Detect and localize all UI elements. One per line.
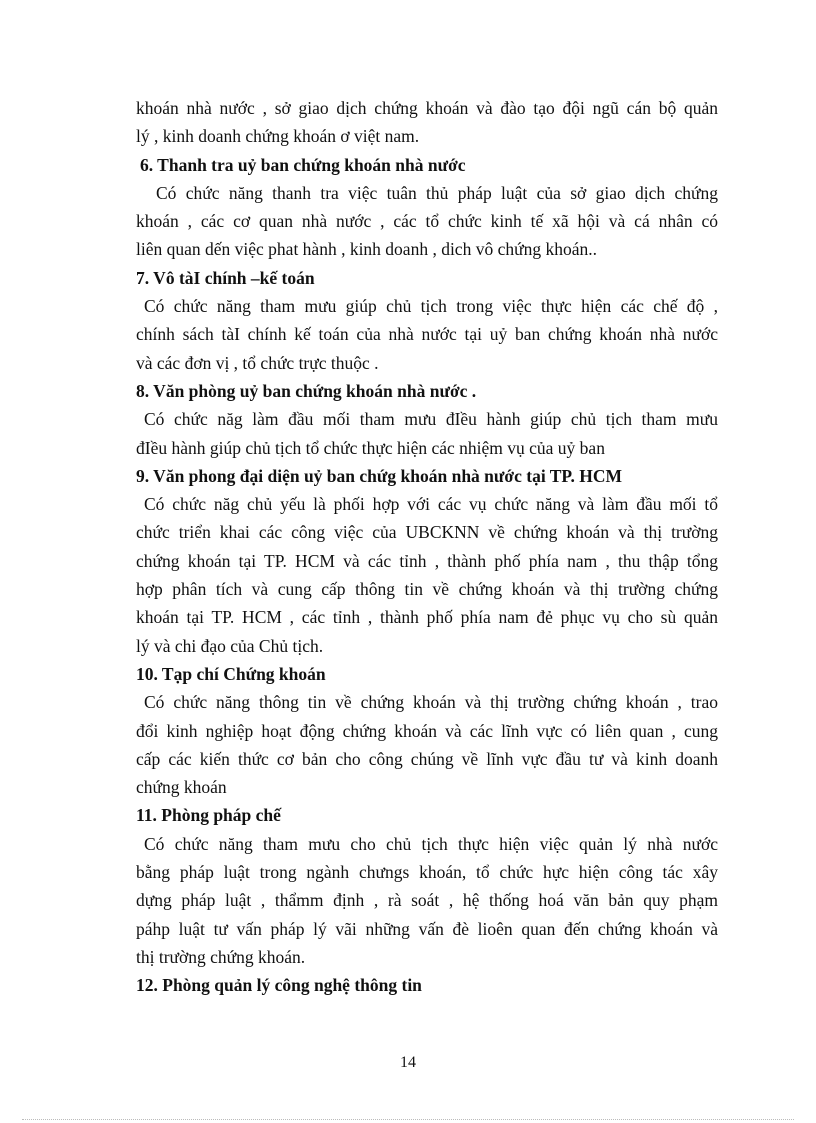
paragraph-line: khoán , các cơ quan nhà nước , các tổ chức kinh tế xã hội và cá nhân có: [136, 211, 718, 232]
paragraph-line: Có chức năg chủ yếu là phối hợp với các vụ chức năng và làm đầu mối tổ: [144, 494, 718, 515]
paragraph-line: Có chức năng thanh tra việc tuân thủ pháp luật của sở giao dịch chứng: [156, 182, 718, 203]
section-heading: 7. Vô tàI chính –kế toán: [136, 267, 315, 288]
paragraph-line: Có chức năng thông tin về chứng khoán và thị trường chứng khoán , trao: [144, 692, 718, 713]
paragraph-line: lý , kinh doanh chứng khoán ơ việt nam.: [136, 126, 420, 147]
section-heading: 12. Phòng quản lý công nghệ thông tin: [136, 975, 422, 996]
paragraph-line: chính sách tàI chính kế toán của nhà nước tại uỷ ban chứng khoán nhà nước: [136, 324, 718, 345]
section-heading: 6. Thanh tra uỷ ban chứng khoán nhà nước: [140, 154, 466, 175]
paragraph-line: cấp các kiến thức cơ bản cho công chúng về lĩnh vực đầu tư và kinh doanh: [136, 748, 718, 769]
paragraph-line: Có chức năng tham mưu cho chủ tịch thực hiện việc quản lý nhà nước: [144, 833, 718, 854]
section-heading: 9. Văn phong đại diện uỷ ban chứg khoán nhà nước tại TP. HCM: [136, 465, 623, 486]
paragraph-line: lý và chi đạo của Chủ tịch.: [136, 635, 324, 656]
page-body: [136, 94, 718, 1000]
section-heading: 10. Tạp chí Chứng khoán: [136, 663, 326, 684]
paragraph-line: khoán nhà nước , sở giao dịch chứng khoán và đào tạo đội ngũ cán bộ quản: [136, 98, 718, 118]
paragraph-line: đIều hành giúp chủ tịch tổ chức thực hiện các nhiệm vụ của uỷ ban: [136, 437, 605, 458]
footer-divider: [22, 1119, 794, 1120]
paragraph-line: Có chức năg làm đầu mối tham mưu đIều hành giúp chủ tịch tham mưu: [144, 409, 718, 430]
paragraph-line: khoán tại TP. HCM , các tỉnh , thành phố phía nam đẻ phục vụ cho sù quản: [136, 607, 718, 628]
paragraph-line: chức triển khai các công việc của UBCKNN về chứng khoán và thị trường: [136, 522, 718, 543]
paragraph-line: páhp luật tư vấn pháp lý vãi những vấn đè lioên quan đến chứng khoán và: [136, 918, 718, 939]
page-number: 14: [400, 1054, 416, 1071]
paragraph-line: dựng pháp luật , thẩmm định , rà soát , hệ thống hoá văn bản quy phạm: [136, 890, 718, 911]
section-heading: 11. Phòng pháp chế: [136, 805, 281, 826]
paragraph-line: liên quan dến việc phat hành , kinh doanh , dich vô chứng khoán..: [136, 239, 597, 260]
section-heading: 8. Văn phòng uỷ ban chứng khoán nhà nước .: [136, 380, 477, 401]
paragraph-line: Có chức năng tham mưu giúp chủ tịch trong việc thực hiện các chế độ ,: [144, 296, 718, 317]
paragraph-line: hợp phân tích và cung cấp thông tin về chứng khoán và thị trường chứng: [136, 579, 718, 600]
paragraph-line: thị trường chứng khoán.: [136, 946, 306, 967]
paragraph-line: chứng khoán: [136, 777, 227, 798]
paragraph-line: và các đơn vị , tổ chức trực thuộc .: [136, 352, 379, 373]
paragraph-line: bằng pháp luật trong ngành chưngs khoán, tổ chức hực hiện công tác xây: [136, 862, 718, 883]
paragraph-line: đổi kinh nghiệp hoạt động chứng khoán và các lĩnh vực có liên quan , cung: [136, 720, 718, 741]
paragraph-line: chứng khoán tại TP. HCM và các tỉnh , thành phố phía nam , thu thập tổng: [136, 550, 718, 571]
